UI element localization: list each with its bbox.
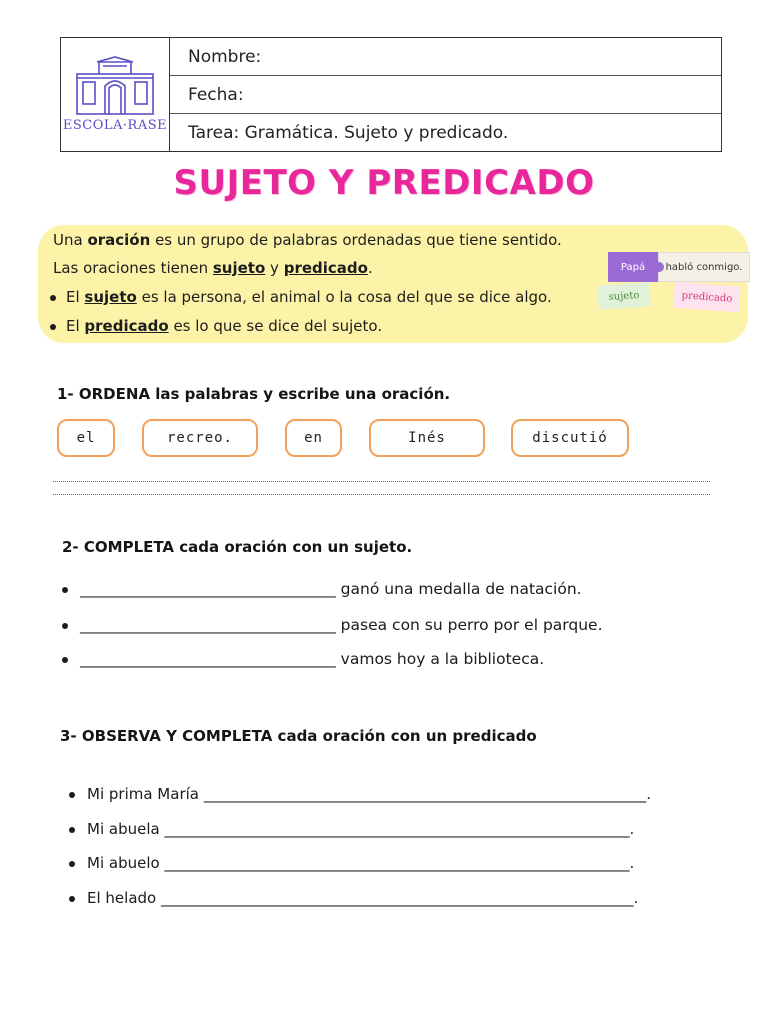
info-bullet-sujeto <box>50 288 552 306</box>
text-span: y <box>265 259 284 277</box>
section-3-title: 3- OBSERVA Y COMPLETA cada oración con un predicado <box>60 727 537 745</box>
list-item-text: _________________________________ pasea con su perro por el parque. <box>80 616 603 634</box>
list-item-text: Mi abuelo ______________________________________________________________. <box>87 854 635 872</box>
puzzle-piece-subject: Papá <box>608 252 658 282</box>
list-item-text: _________________________________ ganó una medalla de natación. <box>80 580 582 598</box>
word-card[interactable]: discutió <box>511 419 629 457</box>
word-card[interactable]: en <box>285 419 342 457</box>
bullet-icon <box>69 792 75 798</box>
bullet-icon <box>69 861 75 867</box>
nombre-field[interactable]: Nombre: <box>170 38 721 76</box>
page-title: SUJETO Y PREDICADO <box>173 163 595 203</box>
list-item-text: Mi abuela ______________________________________________________________. <box>87 820 635 838</box>
list-item[interactable] <box>69 820 634 838</box>
answer-line[interactable] <box>53 494 710 495</box>
list-item-text: El helado _______________________________________________________________. <box>87 889 639 907</box>
word-card[interactable]: el <box>57 419 115 457</box>
tarea-field: Tarea: Gramática. Sujeto y predicado. <box>188 122 509 143</box>
sticky-note-predicado: predicado <box>673 282 741 313</box>
word-card[interactable]: Inés <box>369 419 485 457</box>
header-table <box>60 37 722 152</box>
bullet-icon <box>62 623 68 629</box>
school-logo <box>61 38 170 151</box>
text-span: es lo que se dice del sujeto. <box>168 317 383 335</box>
fecha-field[interactable]: Fecha: <box>170 76 721 114</box>
list-item[interactable] <box>62 580 582 598</box>
answer-line[interactable] <box>53 481 710 482</box>
underline-sujeto: sujeto <box>212 259 266 277</box>
section-1-title: 1- ORDENA las palabras y escribe una oración. <box>57 385 451 403</box>
sticky-note-sujeto: sujeto <box>597 282 651 310</box>
bullet-icon <box>69 827 75 833</box>
text-span: es un grupo de palabras ordenadas que tiene sentido. <box>150 231 562 249</box>
list-item-text: _________________________________ vamos hoy a la biblioteca. <box>80 650 545 668</box>
underline-predicado: predicado <box>283 259 368 277</box>
bullet-icon <box>62 657 68 663</box>
header-fields <box>170 38 721 151</box>
text-span: es la persona, el animal o la cosa del que se dice algo. <box>136 288 552 306</box>
bullet-icon <box>62 587 68 593</box>
list-item[interactable] <box>69 889 638 907</box>
list-item-text: Mi prima María ___________________________________________________________. <box>87 785 652 803</box>
bullet-icon <box>50 295 56 301</box>
text-span: El <box>66 288 85 306</box>
info-line-oracion <box>53 231 562 249</box>
list-item[interactable] <box>69 854 634 872</box>
section-2-title: 2- COMPLETA cada oración con un sujeto. <box>62 538 413 556</box>
word-cards <box>0 419 768 459</box>
school-building-icon <box>69 56 161 116</box>
info-line-sujeto-predicado <box>53 259 373 277</box>
text-span: Una <box>53 231 88 249</box>
puzzle-illustration <box>598 250 748 316</box>
bullet-icon <box>69 896 75 902</box>
text-span: Las oraciones tienen <box>53 259 213 277</box>
list-item[interactable] <box>62 616 603 634</box>
word-card[interactable]: recreo. <box>142 419 258 457</box>
info-bullet-predicado <box>50 317 382 335</box>
list-item[interactable] <box>69 785 651 803</box>
list-item[interactable] <box>62 650 544 668</box>
underline-predicado: predicado <box>84 317 169 335</box>
puzzle-piece-predicate: habló conmigo. <box>658 252 750 282</box>
bold-oracion: oración <box>87 231 151 249</box>
text-span: El <box>66 317 85 335</box>
puzzle-knob-icon <box>654 262 664 272</box>
underline-sujeto: sujeto <box>84 288 137 306</box>
bullet-icon <box>50 324 56 330</box>
logo-text: ESCOLA·RASE <box>62 118 168 133</box>
text-span: . <box>367 259 373 277</box>
